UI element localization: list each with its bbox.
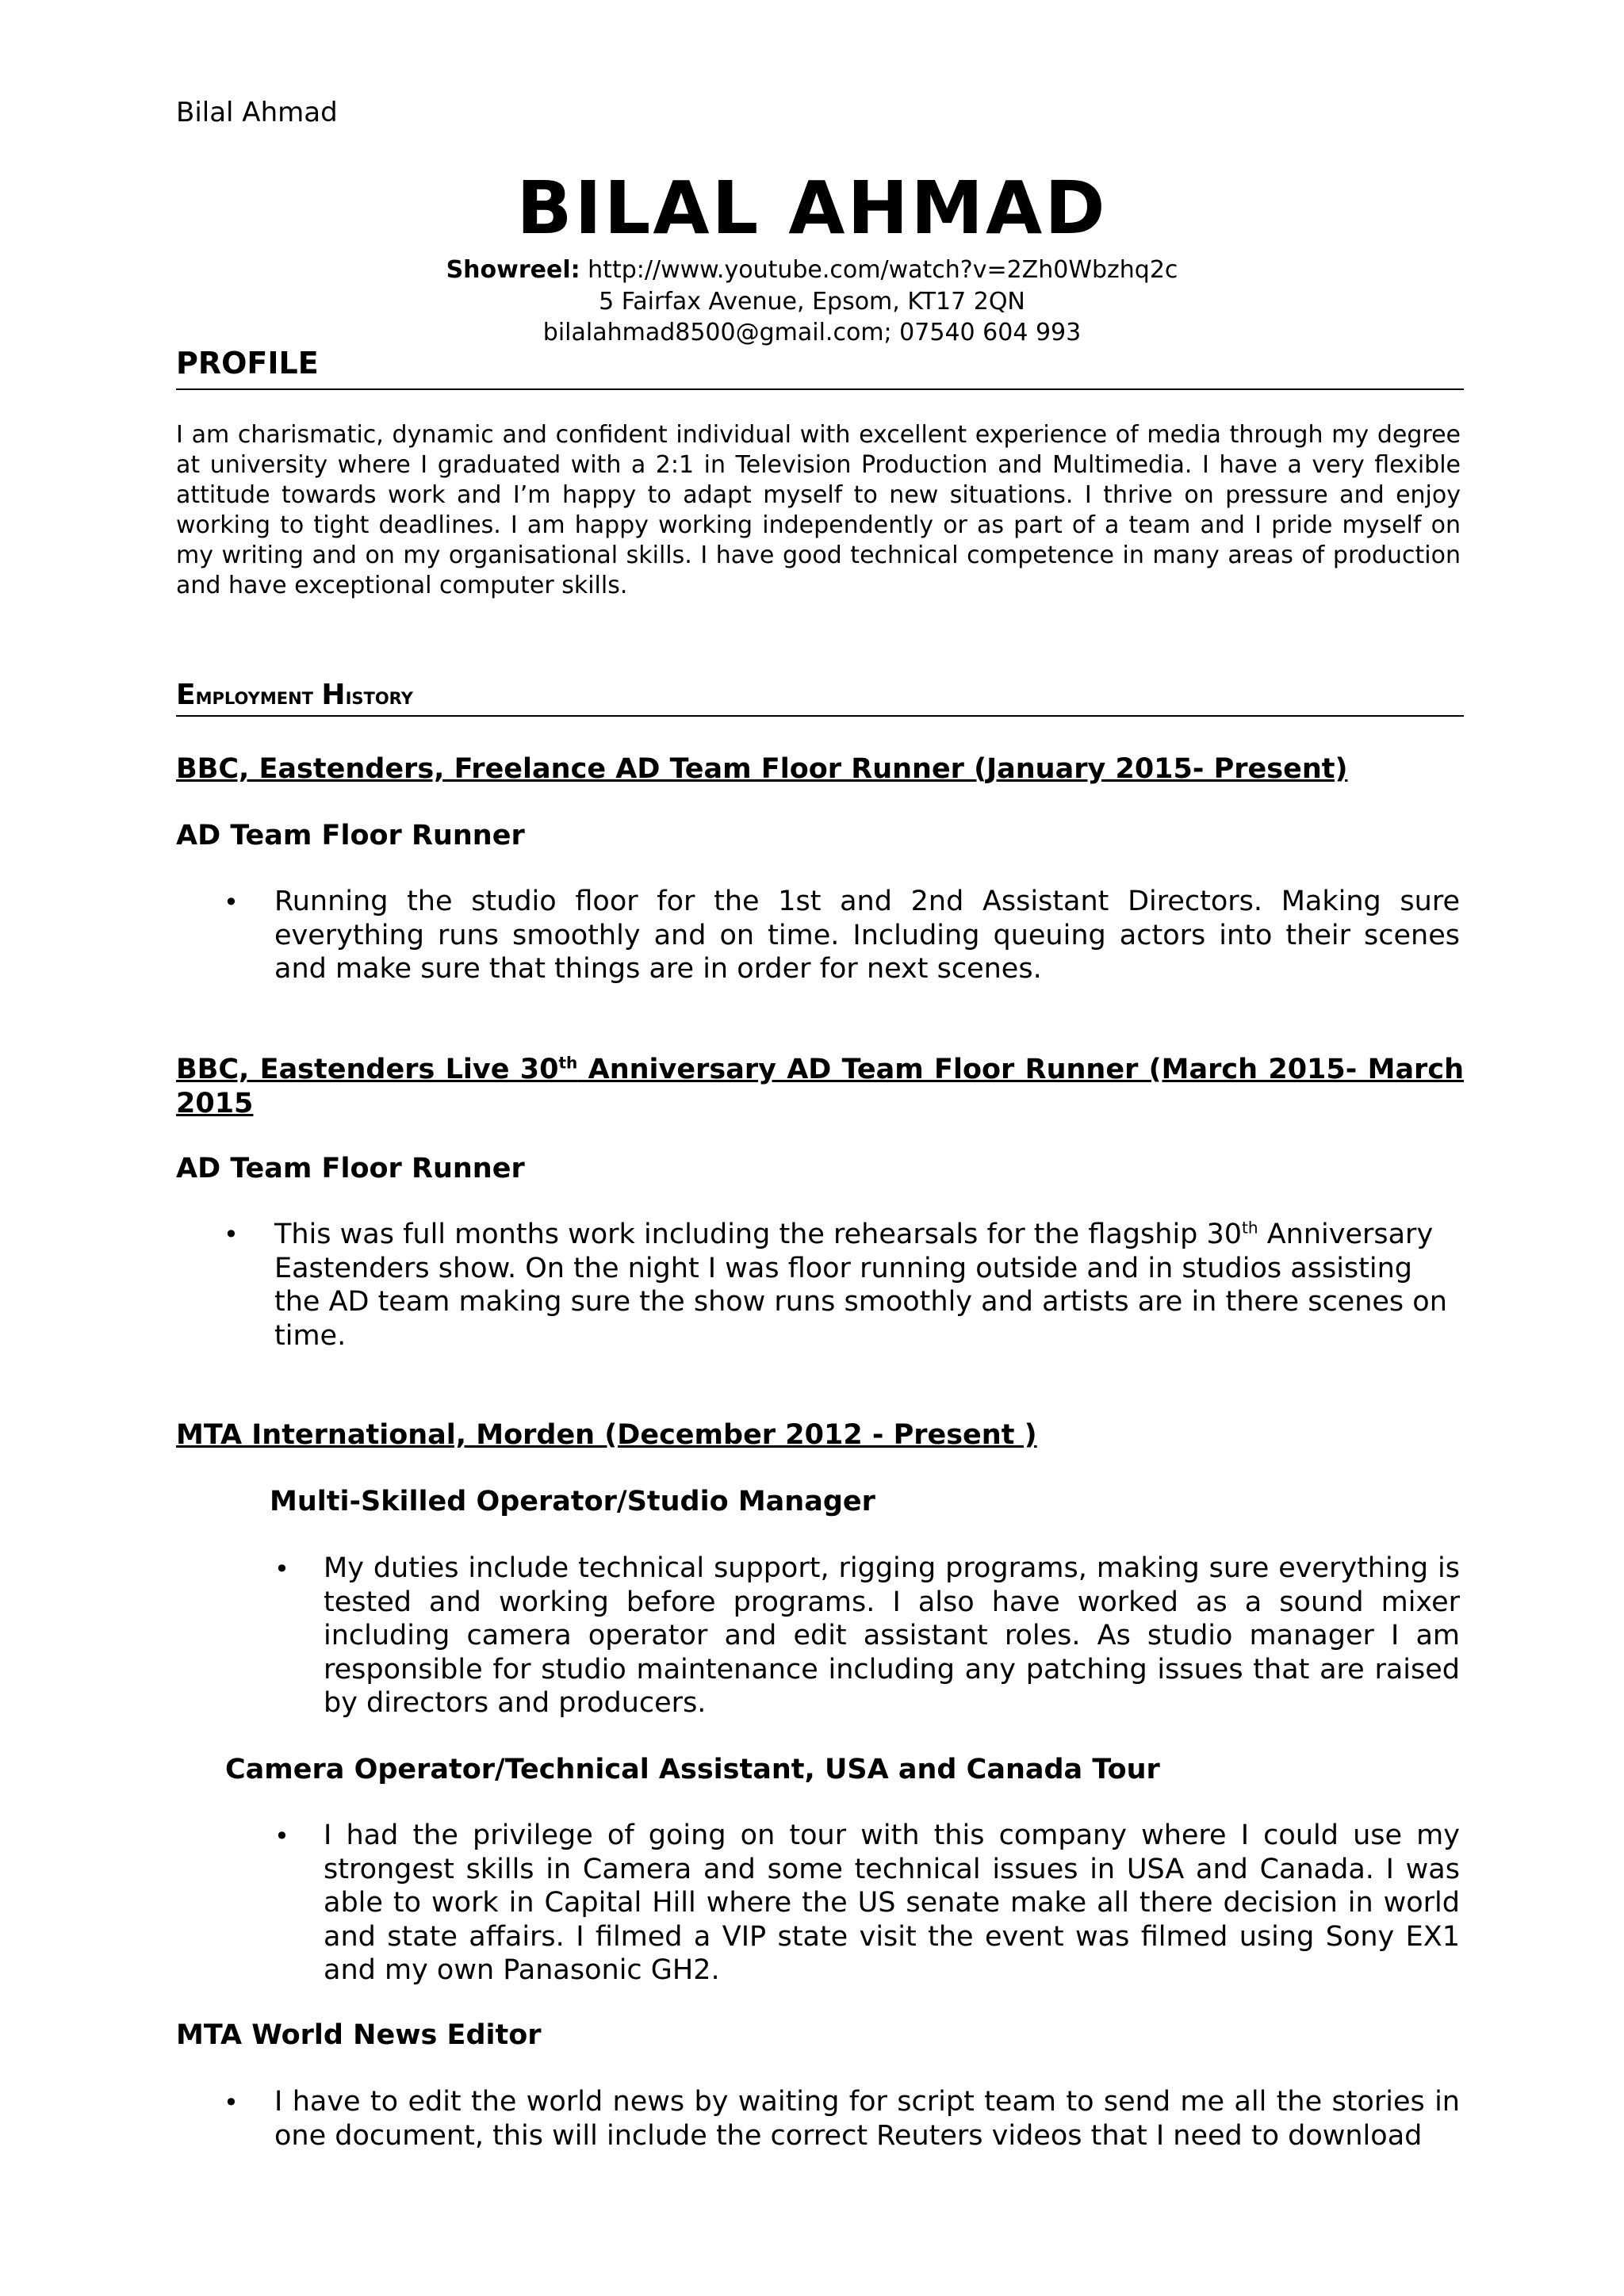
bullet-icon: • [274,1554,289,1584]
bullet-icon: • [224,1219,239,1249]
email-phone: bilalahmad8500@gmail.com; 07540 604 993 [542,319,1082,346]
profile-text: I am charismatic, dynamic and confident individual with excellent experience of media through my degree at university where I graduated with a 2:1 in Television Production and Multimedia. I have a very flexible attitude towards work and I’m happy to adapt myself to new situations. I thrive on pressure and enjoy working to tight deadlines. I am happy working independently or as part of a team and I pride myself on my writing and on my organisational skills. I have good technical competence in many areas of production and have exceptional computer skills. [176,421,1461,599]
job-heading-mta: MTA International, Morden (December 2012 - Present ) [176,1419,1037,1451]
job-role: AD Team Floor Runner [176,1153,525,1184]
job-bullet: My duties include technical support, rigging programs, making sure everything is tested and working before programs. I also have worked as a sound mixer including camera operator and edit assistant roles. As studio manager I am responsible for studio maintenance including any patching issues that are raised by directors and producers. [324,1552,1460,1719]
showreel-link[interactable]: http://www.youtube.com/watch?v=2Zh0Wbzhq2c [588,256,1178,284]
job-bullet: I had the privilege of going on tour with this company where I could use my strongest skills in Camera and some technical issues in USA and Canada. I was able to work in Capital Hill where the US senate make all there decision in world and state affairs. I filmed a VIP state visit the event was filmed using Sony EX1 and my own Panasonic GH2. [324,1820,1460,1986]
employment-heading: Employment History [176,679,1464,717]
job-bullet: This was full months work including the rehearsals for the flagship 30th Anniversary Eastenders show. On the night I was floor running outside and in studios assisting the AD team making sure the show runs smoothly and artists are in there scenes on time. [274,1218,1447,1352]
bullet-icon: • [224,887,239,917]
profile-heading: PROFILE [176,346,1464,390]
job-bullet: I have to edit the world news by waiting for script team to send me all the stories in one document, this will include the correct Reuters videos that I need to download [274,2086,1460,2152]
page-title: BILAL AHMAD [516,166,1108,251]
job-role: AD Team Floor Runner [176,820,525,851]
job-heading-bbc-anniversary: BBC, Eastenders Live 30th Anniversary AD Team Floor Runner (March 2015- March 2015 [176,1053,1464,1119]
job-role: Camera Operator/Technical Assistant, USA and Canada Tour [225,1754,1160,1785]
job-heading-bbc-eastenders: BBC, Eastenders, Freelance AD Team Floor Runner (January 2015- Present) [176,753,1348,785]
job-role: Multi-Skilled Operator/Studio Manager [270,1486,875,1517]
showreel-line [0,255,1624,285]
address: 5 Fairfax Avenue, Epsom, KT17 2QN [599,288,1025,316]
bullet-icon: • [274,1821,289,1851]
job-bullet: Running the studio floor for the 1st and 2nd Assistant Directors. Making sure everything runs smoothly and on time. Including queuing actors into their scenes and make sure that things are in order for next scenes. [274,886,1460,985]
job-role: MTA World News Editor [176,2019,542,2051]
running-header-name: Bilal Ahmad [176,97,338,128]
bullet-icon: • [224,2087,239,2118]
showreel-label: Showreel: [446,256,580,284]
